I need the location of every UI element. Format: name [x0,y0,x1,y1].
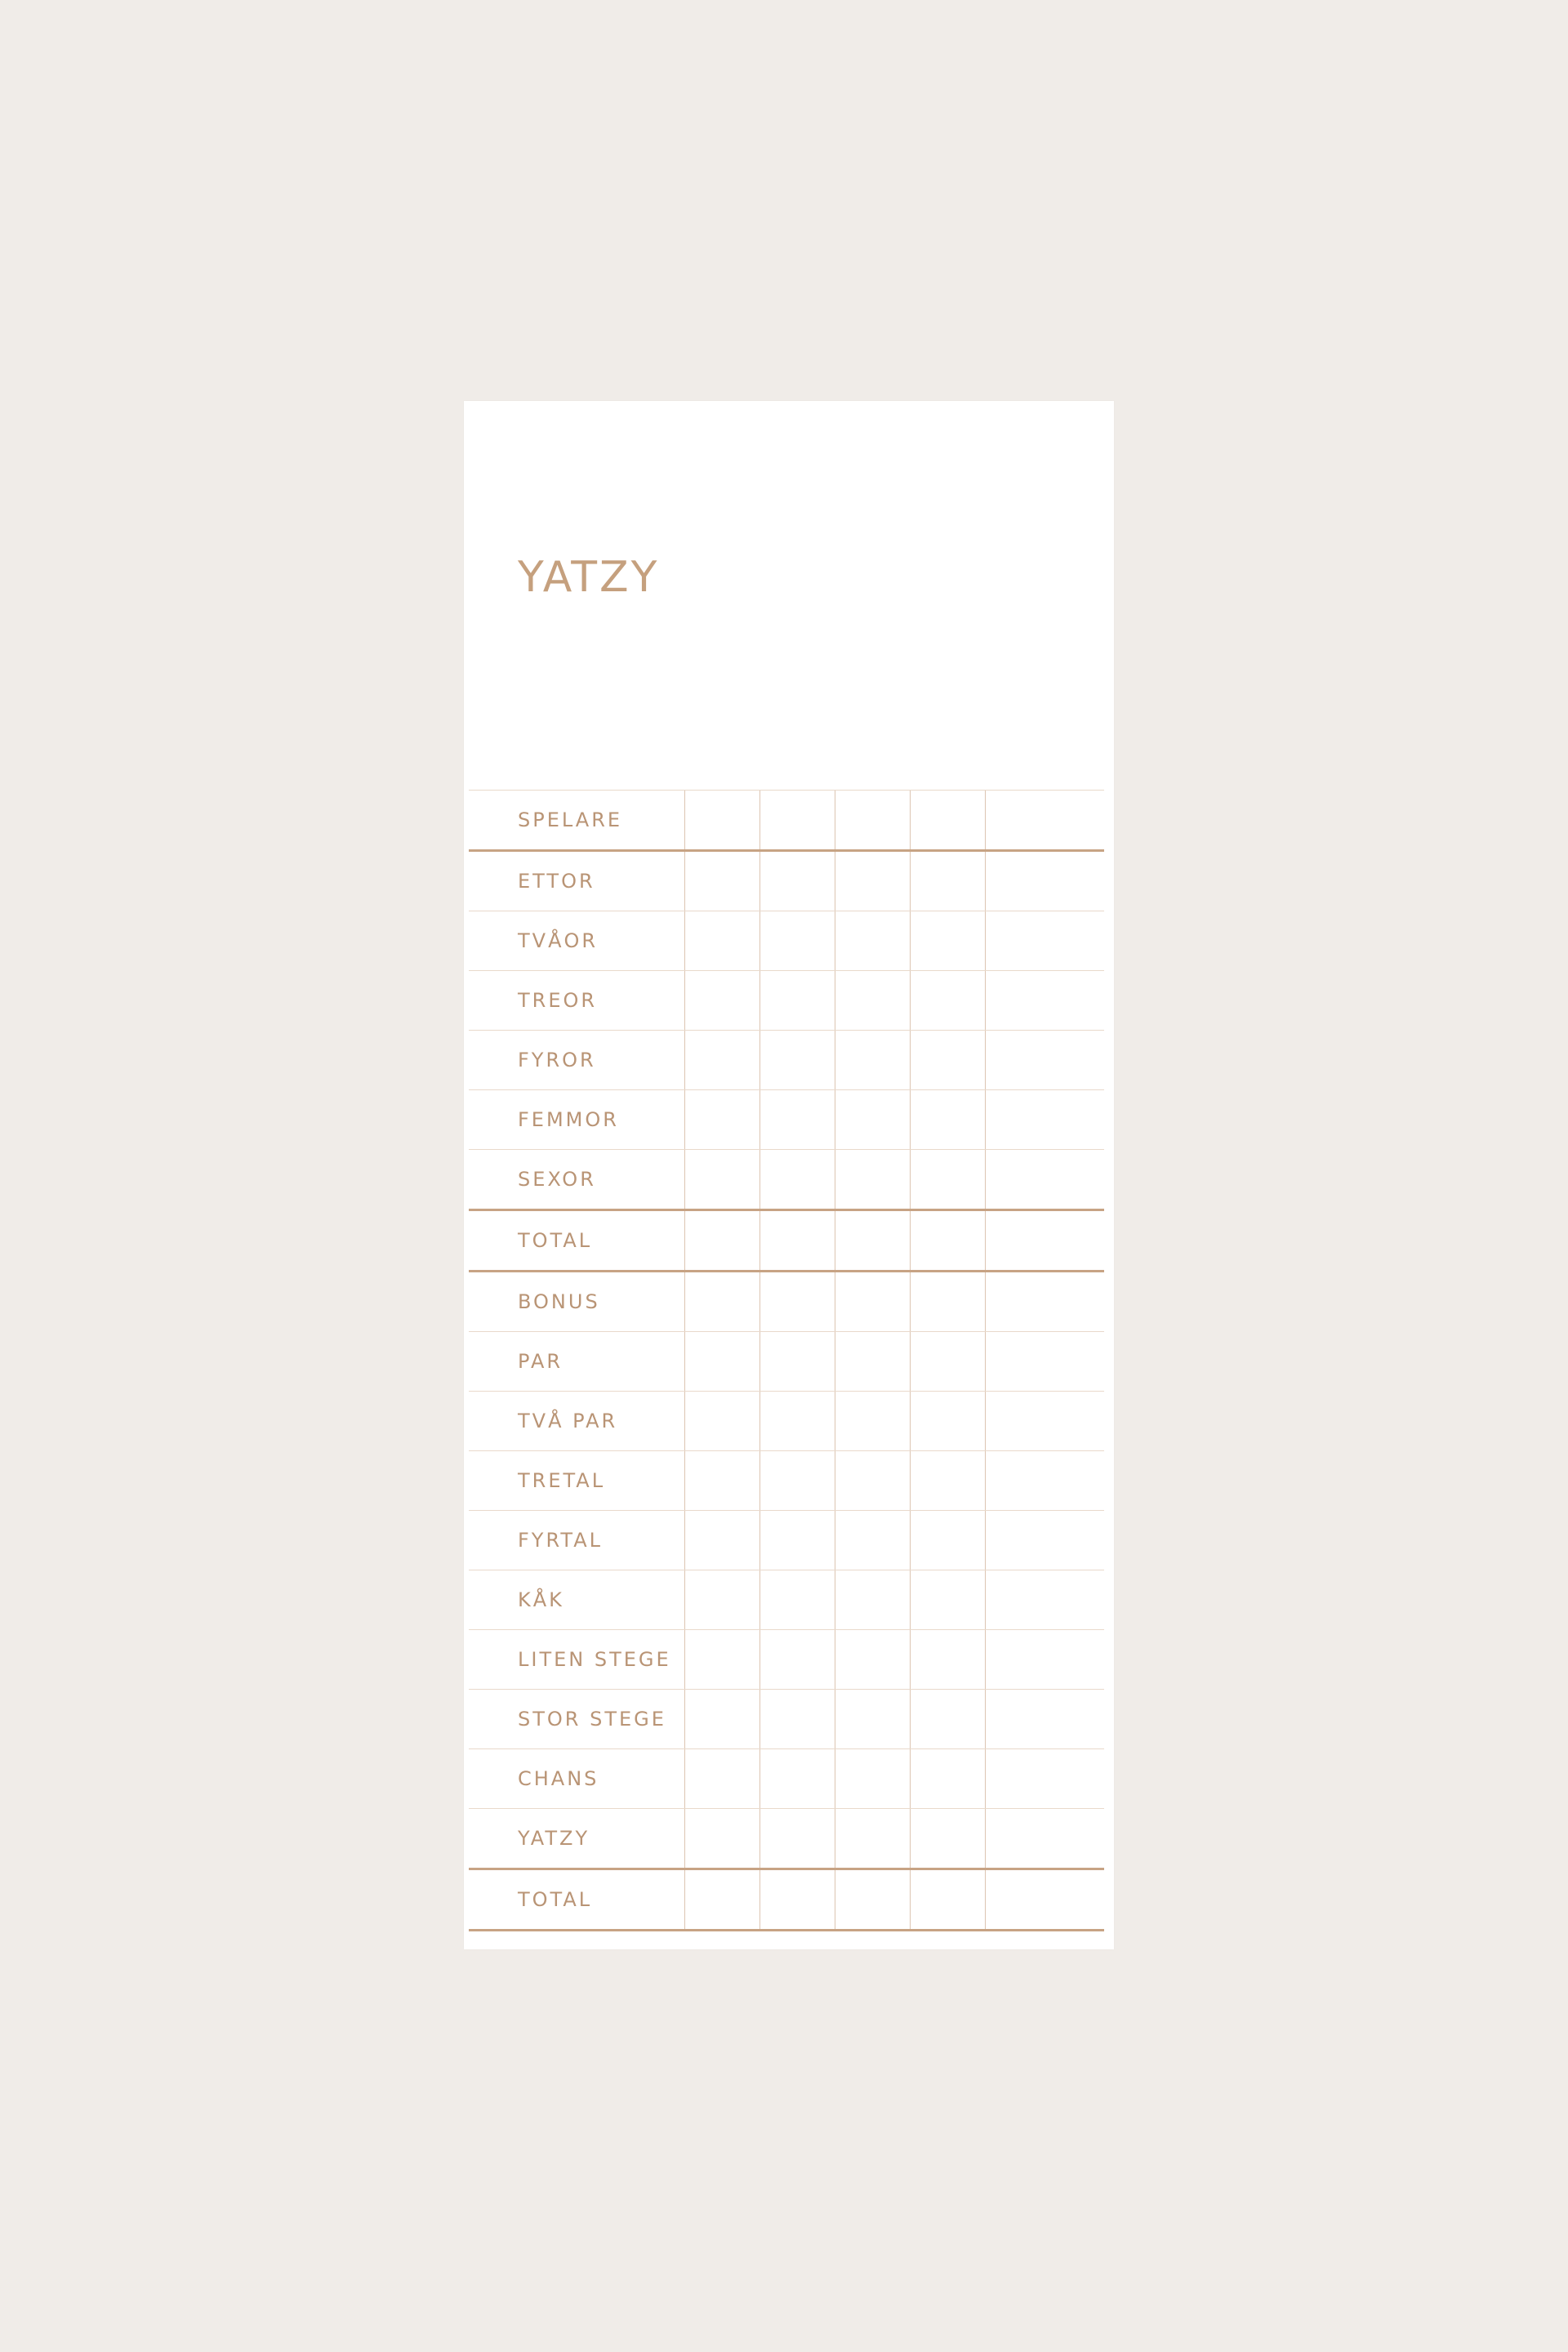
score-cell[interactable] [760,1570,835,1629]
score-cell[interactable] [760,1870,835,1929]
score-cell[interactable] [985,1451,1104,1510]
row-label: FEMMOR [518,1108,619,1131]
score-cell[interactable] [760,1150,835,1209]
score-cell[interactable] [910,971,985,1030]
scorecard-title: YATZY [518,553,660,602]
score-cell[interactable] [985,1870,1104,1929]
score-row [469,1451,1104,1511]
score-cell[interactable] [910,1570,985,1629]
score-cell[interactable] [684,1150,760,1209]
score-cell[interactable] [910,1332,985,1391]
score-row [469,1749,1104,1809]
score-cell[interactable] [985,971,1104,1030]
score-cell[interactable] [910,1451,985,1510]
score-cell[interactable] [985,1090,1104,1149]
score-cell[interactable] [684,1809,760,1868]
score-cell[interactable] [835,911,910,970]
score-cell[interactable] [684,1630,760,1689]
score-cell[interactable] [760,1332,835,1391]
score-cell[interactable] [684,1392,760,1450]
row-label: SEXOR [518,1168,596,1191]
score-cell[interactable] [835,1809,910,1868]
yatzy-scorecard [464,401,1114,1949]
row-label: TOTAL [518,1229,593,1252]
score-cell[interactable] [910,1690,985,1748]
score-cell[interactable] [910,1211,985,1270]
score-cell[interactable] [835,852,910,911]
score-cell[interactable] [684,1511,760,1570]
score-cell[interactable] [760,1809,835,1868]
score-cell[interactable] [760,1272,835,1331]
score-row [469,911,1104,971]
score-cell[interactable] [835,1332,910,1391]
score-cell[interactable] [684,911,760,970]
score-cell[interactable] [910,1031,985,1089]
score-cell[interactable] [985,1630,1104,1689]
score-cell[interactable] [760,1090,835,1149]
score-row [469,790,1104,852]
score-cell[interactable] [835,1749,910,1808]
score-cell[interactable] [985,1570,1104,1629]
score-cell[interactable] [835,971,910,1030]
score-cell[interactable] [760,1392,835,1450]
score-cell[interactable] [684,1451,760,1510]
row-label: FYRTAL [518,1529,603,1552]
score-cell[interactable] [985,1749,1104,1808]
row-label: PAR [518,1350,564,1373]
score-grid [469,790,1104,1931]
score-cell[interactable] [760,1690,835,1748]
score-cell[interactable] [835,1570,910,1629]
score-row [469,1392,1104,1451]
score-cell[interactable] [760,1031,835,1089]
score-row [469,1570,1104,1630]
score-cell[interactable] [985,791,1104,849]
score-cell[interactable] [910,911,985,970]
score-cell[interactable] [985,1332,1104,1391]
score-cell[interactable] [910,1150,985,1209]
score-cell[interactable] [985,1690,1104,1748]
score-cell[interactable] [835,1690,910,1748]
score-cell[interactable] [760,1211,835,1270]
row-label: TVÅOR [518,929,599,952]
score-cell[interactable] [684,1031,760,1089]
score-cell[interactable] [760,791,835,849]
score-cell[interactable] [910,1392,985,1450]
score-cell[interactable] [835,1511,910,1570]
score-cell[interactable] [985,1272,1104,1331]
score-cell[interactable] [684,1570,760,1629]
row-label: STOR STEGE [518,1708,666,1731]
score-cell[interactable] [835,1870,910,1929]
row-label: YATZY [518,1827,590,1850]
score-cell[interactable] [760,1451,835,1510]
score-cell[interactable] [835,1090,910,1149]
score-cell[interactable] [835,1031,910,1089]
score-cell[interactable] [760,1511,835,1570]
score-row [469,1690,1104,1749]
score-cell[interactable] [985,1809,1104,1868]
score-cell[interactable] [910,1090,985,1149]
row-label: SPELARE [518,808,623,831]
row-label: ETTOR [518,870,595,893]
score-cell[interactable] [835,791,910,849]
score-row [469,1870,1104,1931]
row-label: TRETAL [518,1469,606,1492]
score-cell[interactable] [835,1630,910,1689]
score-row [469,1809,1104,1870]
score-cell[interactable] [684,971,760,1030]
score-cell[interactable] [910,1272,985,1331]
score-cell[interactable] [835,1150,910,1209]
score-row [469,1630,1104,1690]
score-cell[interactable] [910,1809,985,1868]
score-cell[interactable] [985,852,1104,911]
row-label: TREOR [518,989,598,1012]
score-row [469,852,1104,911]
score-cell[interactable] [684,1749,760,1808]
score-row [469,1211,1104,1272]
row-label: BONUS [518,1290,600,1313]
score-cell[interactable] [760,911,835,970]
score-cell[interactable] [910,1630,985,1689]
score-cell[interactable] [835,1211,910,1270]
score-cell[interactable] [985,1031,1104,1089]
score-cell[interactable] [985,1392,1104,1450]
score-cell[interactable] [835,1392,910,1450]
score-cell[interactable] [684,852,760,911]
row-label: CHANS [518,1767,599,1790]
score-row [469,1272,1104,1332]
row-label: KÅK [518,1588,564,1611]
score-cell[interactable] [684,1272,760,1331]
score-cell[interactable] [835,1451,910,1510]
score-cell[interactable] [910,791,985,849]
score-cell[interactable] [910,1870,985,1929]
row-label: TOTAL [518,1888,593,1911]
score-cell[interactable] [760,1749,835,1808]
score-row [469,1031,1104,1090]
row-label: FYROR [518,1049,596,1071]
score-cell[interactable] [684,1332,760,1391]
score-row [469,1090,1104,1150]
score-row [469,1511,1104,1570]
score-cell[interactable] [760,1630,835,1689]
score-cell[interactable] [684,1690,760,1748]
score-row [469,1332,1104,1392]
row-label: TVÅ PAR [518,1410,618,1432]
score-cell[interactable] [910,1749,985,1808]
score-cell[interactable] [684,1090,760,1149]
score-cell[interactable] [835,1272,910,1331]
score-cell[interactable] [985,911,1104,970]
score-cell[interactable] [985,1150,1104,1209]
score-cell[interactable] [910,852,985,911]
score-cell[interactable] [760,852,835,911]
score-cell[interactable] [684,791,760,849]
score-cell[interactable] [760,971,835,1030]
score-row [469,1150,1104,1211]
score-cell[interactable] [985,1511,1104,1570]
score-row [469,971,1104,1031]
row-label: LITEN STEGE [518,1648,671,1671]
score-cell[interactable] [985,1211,1104,1270]
score-cell[interactable] [684,1211,760,1270]
score-cell[interactable] [910,1511,985,1570]
score-cell[interactable] [684,1870,760,1929]
